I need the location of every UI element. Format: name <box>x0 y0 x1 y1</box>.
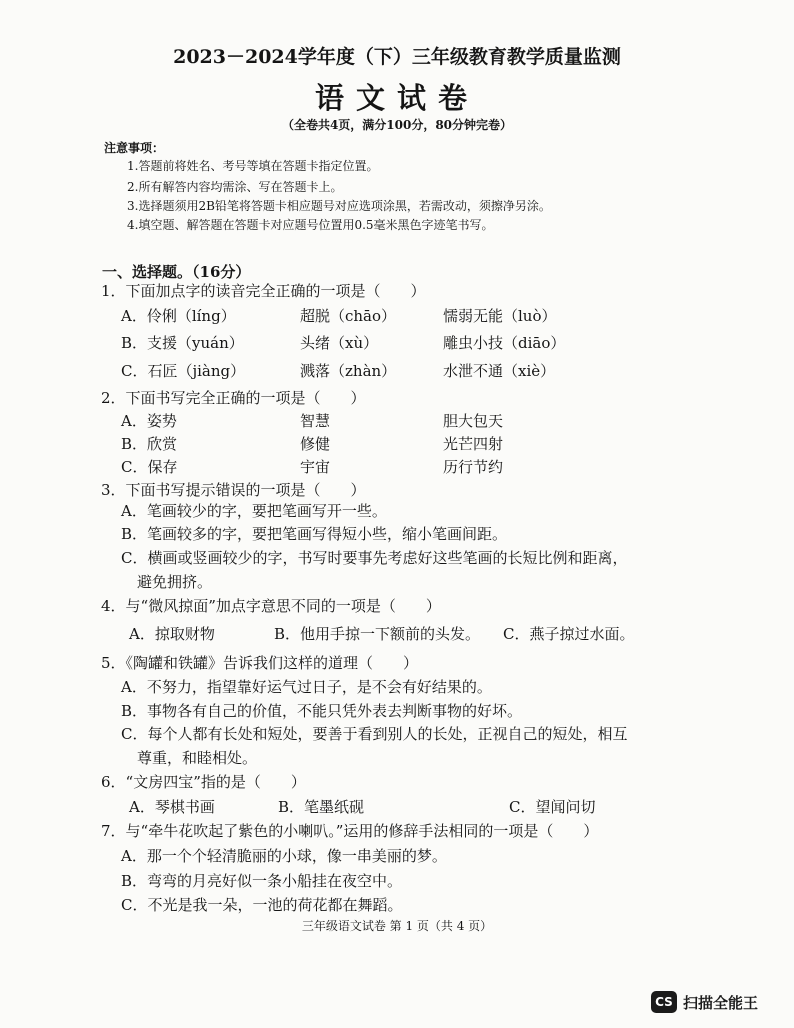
question-stem: 2．下面书写完全正确的一项是（ ） <box>101 389 366 407</box>
option-text: A．不努力，指望靠好运气过日子，是不会有好结果的。 <box>121 678 492 696</box>
notice-item: 3.选择题须用2B铅笔将答题卡相应题号对应选项涂黑，若需改动，须擦净另涂。 <box>127 199 551 213</box>
exam-subtitle: （全卷共4页，满分100分，80分钟完卷） <box>281 118 513 132</box>
option-text: 水泄不通（xiè） <box>443 362 556 380</box>
notice-item: 4.填空题、解答题在答题卡对应题号位置用0.5毫米黑色字迹笔书写。 <box>127 218 494 232</box>
option-text: C．望闻问切 <box>509 798 596 816</box>
option-text: 宇宙 <box>300 458 331 476</box>
option-text: C．横画或竖画较少的字，书写时要事先考虑好这些笔画的长短比例和距离， <box>121 549 628 567</box>
watermark-text: 扫描全能王 <box>683 993 759 1012</box>
exam-title-line2: 语文试卷 <box>314 81 479 115</box>
option-text: 超脱（chāo） <box>300 307 397 325</box>
option-text: C．不光是我一朵，一池的荷花都在舞蹈。 <box>121 896 403 914</box>
option-text: 头绪（xù） <box>300 334 379 352</box>
question-stem: 4．与“微风掠面”加点字意思不同的一项是（ ） <box>101 597 441 615</box>
option-text: 修健 <box>300 435 331 453</box>
option-text: 胆大包天 <box>443 412 504 430</box>
option-text: 尊重，和睦相处。 <box>137 749 258 767</box>
notice-title: 注意事项： <box>104 141 165 155</box>
option-text: B．事物各有自己的价值，不能只凭外表去判断事物的好坏。 <box>121 702 523 720</box>
option-text: 智慧 <box>300 412 331 430</box>
option-text: B．笔墨纸砚 <box>278 798 365 816</box>
option-text: 历行节约 <box>443 458 504 476</box>
option-text: C．每个人都有长处和短处，要善于看到别人的长处，正视自己的短处，相互 <box>121 725 628 743</box>
option-text: A．伶俐（líng） <box>121 307 236 325</box>
question-stem: 5．《陶罐和铁罐》告诉我们这样的道理（ ） <box>101 654 419 672</box>
option-text: 光芒四射 <box>443 435 504 453</box>
notice-item: 1.答题前将姓名、考号等填在答题卡指定位置。 <box>127 159 379 173</box>
question-stem: 3．下面书写提示错误的一项是（ ） <box>101 481 366 499</box>
option-text: 溅落（zhàn） <box>300 362 397 380</box>
camscanner-logo-icon: CS <box>651 991 677 1013</box>
option-text: C．石匠（jiàng） <box>121 362 246 380</box>
scanner-watermark <box>651 989 776 1015</box>
option-text: A．笔画较少的字，要把笔画写开一些。 <box>121 502 387 520</box>
option-text: A．琴棋书画 <box>129 798 215 816</box>
notice-item: 2.所有解答内容均需涂、写在答题卡上。 <box>127 180 343 194</box>
option-text: B．笔画较多的字，要把笔画写得短小些，缩小笔画间距。 <box>121 525 508 543</box>
section-title: 一、选择题。（16分） <box>102 263 251 281</box>
option-text: B．他用手掠一下额前的头发。 <box>274 625 481 643</box>
option-text: 懦弱无能（luò） <box>443 307 557 325</box>
question-stem: 1．下面加点字的读音完全正确的一项是（ ） <box>101 282 426 300</box>
exam-title-line1: 2023－2024学年度（下）三年级教育教学质量监测 <box>173 46 621 68</box>
option-text: B．支援（yuán） <box>121 334 244 352</box>
option-text: A．姿势 <box>121 412 177 430</box>
question-stem: 7．与“牵牛花吹起了紫色的小喇叭。”运用的修辞手法相同的一项是（ ） <box>101 822 599 840</box>
option-text: 避免拥挤。 <box>137 573 213 591</box>
option-text: B．弯弯的月亮好似一条小船挂在夜空中。 <box>121 872 403 890</box>
page-footer: 三年级语文试卷 第 1 页（共 4 页） <box>301 919 493 933</box>
option-text: C．燕子掠过水面。 <box>503 625 635 643</box>
option-text: C．保存 <box>121 458 178 476</box>
option-text: A．那一个个轻清脆丽的小球，像一串美丽的梦。 <box>121 847 447 865</box>
option-text: B．欣赏 <box>121 435 178 453</box>
option-text: A．掠取财物 <box>129 625 215 643</box>
option-text: 雕虫小技（diāo） <box>443 334 566 352</box>
question-stem: 6．“文房四宝”指的是（ ） <box>101 773 306 791</box>
